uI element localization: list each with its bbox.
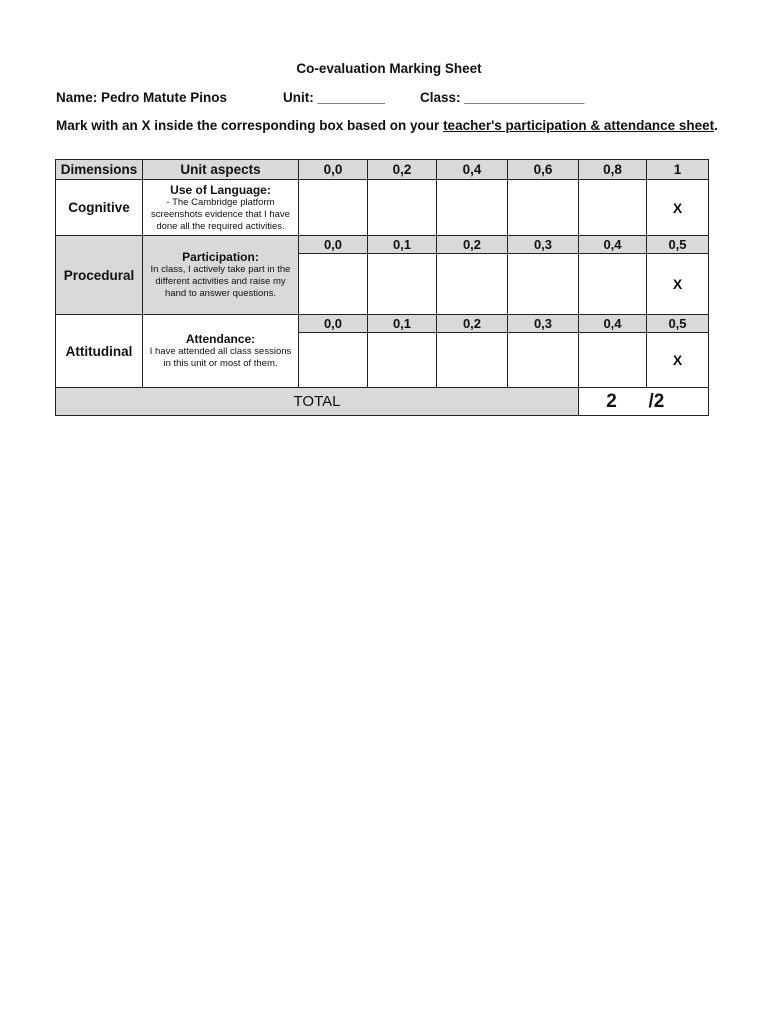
score-header: 0,3 [508, 236, 579, 254]
mark-box[interactable] [437, 254, 508, 315]
dimension-cognitive: Cognitive [56, 180, 143, 236]
score-header: 0,2 [437, 315, 508, 333]
score-header: 0,1 [368, 315, 437, 333]
aspect-description: In class, I actively take part in the different activities and raise my hand to answer questions. [150, 264, 291, 299]
score-header-row [56, 315, 709, 333]
score-header: 1 [647, 160, 709, 180]
total-score: 2 [606, 390, 617, 412]
score-header: 0,4 [437, 160, 508, 180]
mark-box[interactable] [508, 254, 579, 315]
mark-box[interactable] [579, 254, 647, 315]
mark-box[interactable] [508, 333, 579, 388]
score-header: 0,0 [299, 236, 368, 254]
score-header: 0,8 [579, 160, 647, 180]
sheet-title: Co-evaluation Marking Sheet [296, 61, 482, 76]
mark-box[interactable] [437, 180, 508, 236]
score-header: 0,2 [437, 236, 508, 254]
aspect-cell [143, 180, 299, 236]
mark-box[interactable] [368, 180, 437, 236]
aspect-title: Use of Language: [170, 182, 271, 197]
mark-box[interactable] [299, 254, 368, 315]
total-row [56, 388, 709, 416]
dimensions-header: Dimensions [56, 160, 143, 180]
score-header: 0,4 [579, 236, 647, 254]
score-header-row [56, 236, 709, 254]
mark-box[interactable] [299, 180, 368, 236]
score-header: 0,4 [579, 315, 647, 333]
instruction-text [56, 118, 756, 133]
instruction-lead: Mark with an X inside the corresponding box based on your [56, 118, 444, 133]
score-header: 0,0 [299, 315, 368, 333]
mark-box[interactable] [299, 333, 368, 388]
mark-box[interactable]: X [647, 180, 709, 236]
unit-aspects-header: Unit aspects [143, 160, 299, 180]
marking-table [55, 159, 709, 416]
info-row [0, 90, 768, 108]
score-header: 0,3 [508, 315, 579, 333]
mark-box[interactable] [579, 180, 647, 236]
mark-box[interactable] [437, 333, 508, 388]
aspect-title: Participation: [182, 250, 259, 264]
aspect-description: I have attended all class sessions in this unit or most of them. [149, 346, 292, 369]
aspect-cell [143, 236, 299, 315]
score-header: 0,5 [647, 236, 709, 254]
score-header: 0,2 [368, 160, 437, 180]
total-score-cell [579, 388, 709, 416]
mark-box[interactable] [368, 254, 437, 315]
score-header: 0,1 [368, 236, 437, 254]
mark-box[interactable] [368, 333, 437, 388]
total-max: /2 [648, 390, 665, 412]
score-header: 0,5 [647, 315, 709, 333]
total-label: TOTAL [56, 388, 579, 416]
score-header: 0,6 [508, 160, 579, 180]
mark-box[interactable]: X [647, 333, 709, 388]
mark-box[interactable] [508, 180, 579, 236]
name-field: Name: Pedro Matute Pinos [56, 90, 228, 105]
table-row [56, 180, 709, 236]
unit-field: Unit: _________ [283, 90, 386, 105]
mark-box[interactable] [579, 333, 647, 388]
header-row [56, 160, 709, 180]
mark-box[interactable]: X [647, 254, 709, 315]
dimension-attitudinal: Attitudinal [56, 315, 143, 388]
aspect-title: Attendance: [185, 332, 256, 346]
instruction-tail: . [714, 118, 718, 133]
score-header: 0,0 [299, 160, 368, 180]
instruction-underlined: teacher's participation & attendance sheet [443, 118, 715, 133]
aspect-description: - The Cambridge platform screenshots evidence that I have done all the required activities. [151, 196, 290, 232]
dimension-procedural: Procedural [56, 236, 143, 315]
aspect-cell [143, 315, 299, 388]
class-field: Class: ________________ [420, 90, 585, 105]
